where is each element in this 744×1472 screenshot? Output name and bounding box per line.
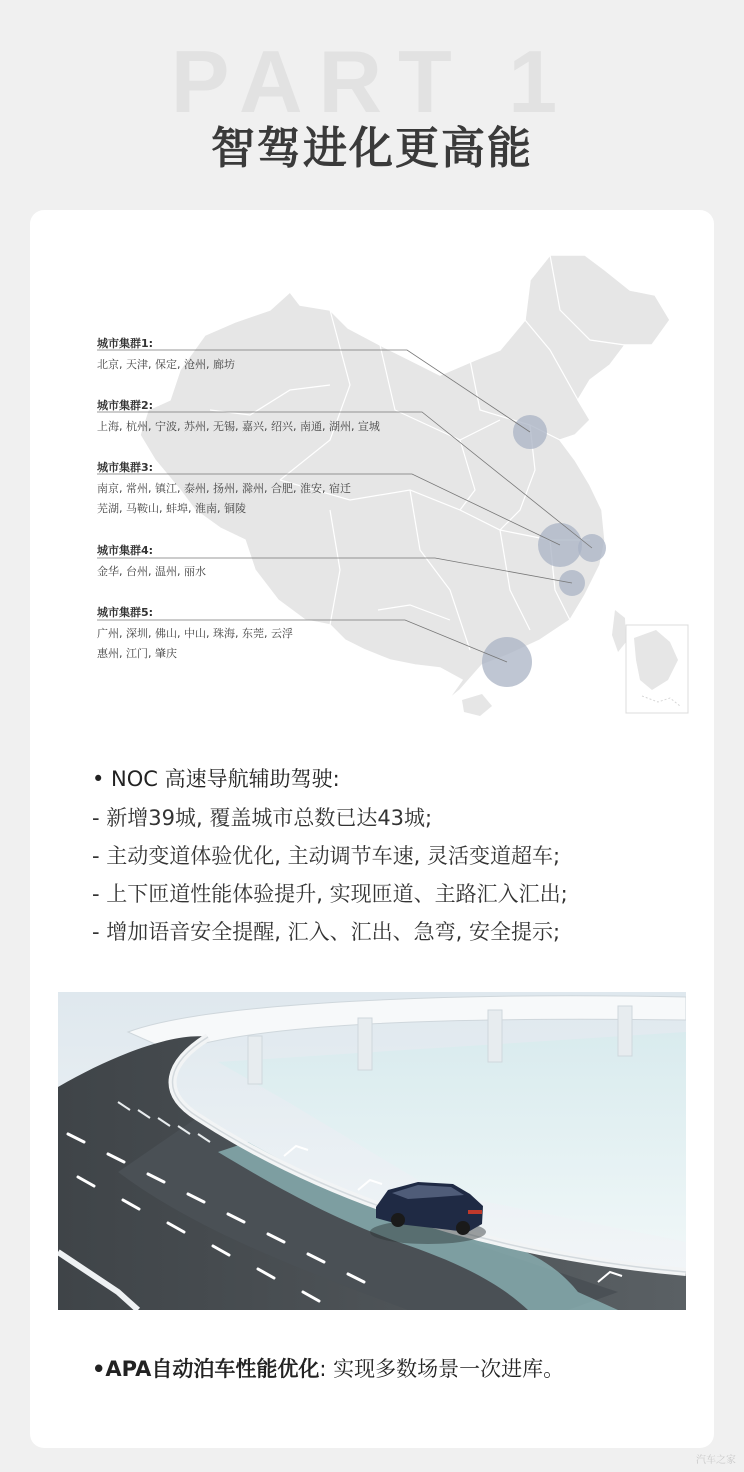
cluster-1-label [97,336,437,375]
part-background-text: PART 1 [170,32,574,131]
apa-description: : 实现多数场景一次进库。 [319,1357,565,1381]
cluster-4-label [97,543,437,582]
taiwan-island-shape [612,610,626,652]
highway-illustration [58,992,686,1310]
highway-scene [58,992,686,1310]
cluster-cities: 惠州, 江门, 肇庆 [97,647,177,660]
noc-heading: • NOC 高速导航辅助驾驶: [92,767,340,791]
cluster-3-label [97,460,437,519]
cluster-5-label [97,605,437,664]
noc-feature-list [92,765,692,956]
south-china-sea-inset [626,625,688,713]
cluster-cities: 广州, 深圳, 佛山, 中山, 珠海, 东莞, 云浮 [97,627,293,640]
apa-feature-text [92,1353,564,1383]
apa-heading: •APA自动泊车性能优化 [92,1357,320,1381]
cluster-cities: 芜湖, 马鞍山, 蚌埠, 淮南, 铜陵 [97,502,246,515]
page-title: 智驾进化更高能 [211,123,533,174]
noc-item: - 新增39城, 覆盖城市总数已达43城; [92,806,433,830]
cluster-title: 城市集群3: [97,461,154,474]
cluster-title: 城市集群5: [97,606,154,619]
cluster-cities: 南京, 常州, 镇江, 泰州, 扬州, 滁州, 合肥, 淮安, 宿迁 [97,482,351,495]
cluster-2-label [97,398,437,437]
cluster-title: 城市集群4: [97,544,154,557]
cluster-title: 城市集群2: [97,399,154,412]
cluster-cities: 金华, 台州, 温州, 丽水 [97,565,206,578]
hainan-island-shape [462,694,492,716]
noc-item: - 主动变道体验优化, 主动调节车速, 灵活变道超车; [92,844,561,868]
china-map-section [30,210,714,730]
hero-header [0,0,744,205]
watermark: 汽车之家 [696,1455,736,1466]
content-card [30,210,714,1448]
cluster-cities: 上海, 杭州, 宁波, 苏州, 无锡, 嘉兴, 绍兴, 南通, 湖州, 宣城 [97,420,380,433]
cluster-cities: 北京, 天津, 保定, 沧州, 廊坊 [97,358,235,371]
cluster-title: 城市集群1: [97,337,154,350]
noc-item: - 上下匝道性能体验提升, 实现匝道、主路汇入汇出; [92,882,568,906]
noc-item: - 增加语音安全提醒, 汇入、汇出、急弯, 安全提示; [92,920,561,944]
